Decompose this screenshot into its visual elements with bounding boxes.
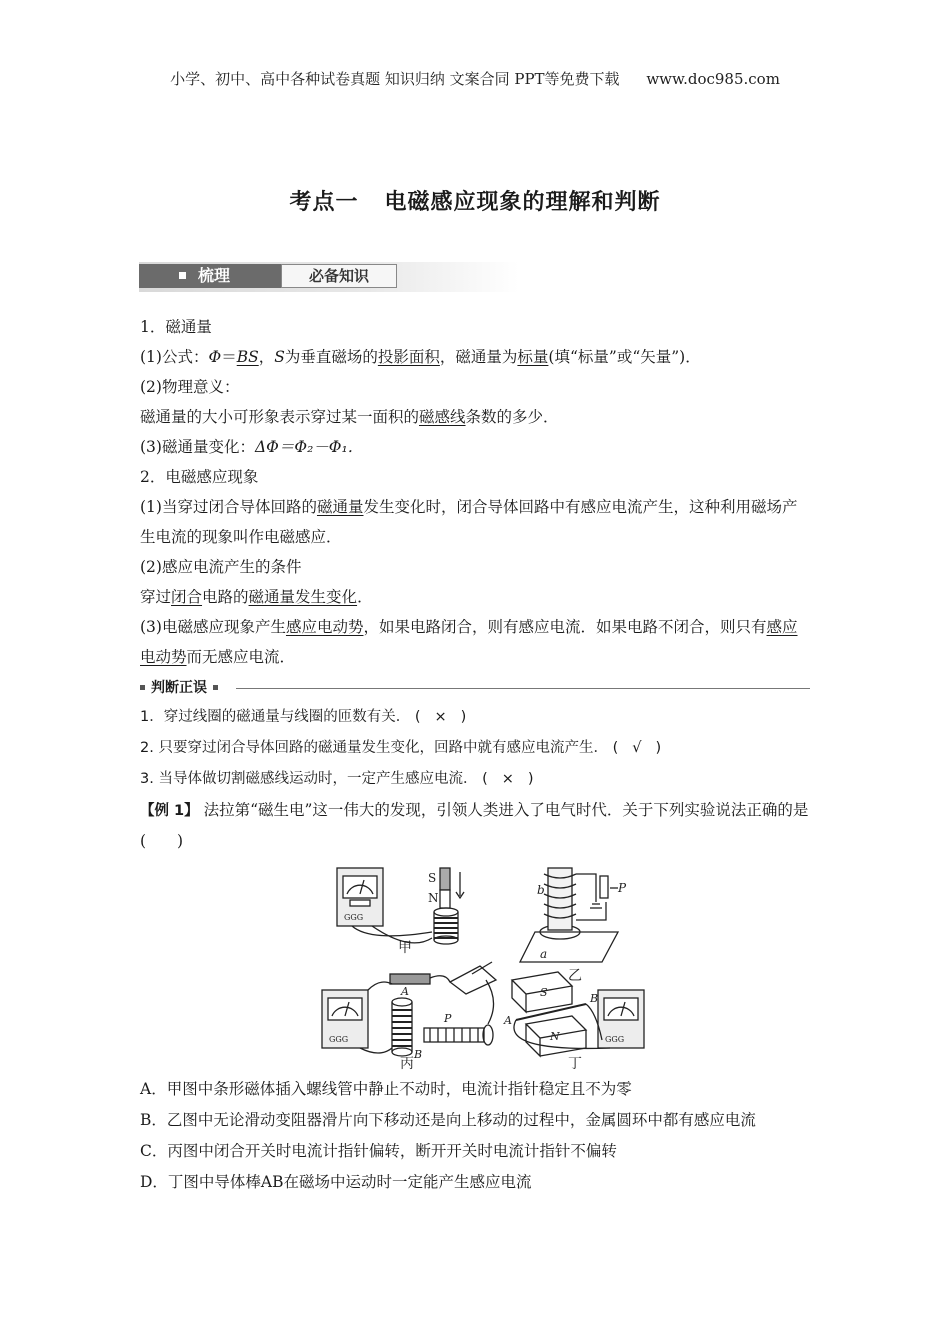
- svg-text:GGG: GGG: [329, 1035, 349, 1044]
- option-b: B．乙图中无论滑动变阻器滑片向下移动还是向上移动的过程中，金属圆环中都有感应电流: [140, 1111, 756, 1129]
- s2-p1: (1)当穿过闭合导体回路的磁通量发生变化时，闭合导体回路中有感应电流产生，这种利用磁场产生电流的现象叫作电磁感应．: [140, 498, 798, 546]
- option-c: C．丙图中闭合开关时电流计指针偏转，断开开关时电流计指针不偏转: [140, 1142, 617, 1160]
- blank-projection: 投影面积: [377, 348, 440, 366]
- banner-dark-label: 梳理: [198, 266, 231, 285]
- judge-mark: ×: [501, 771, 514, 787]
- judge-item: 1．穿过线圈的磁通量与线圈的匝数有关． ( × ): [140, 702, 810, 733]
- svg-text:GGG: GGG: [605, 1035, 625, 1044]
- blank-closed: 闭合: [171, 588, 203, 606]
- judge-list: [140, 702, 810, 795]
- judge-mark: ×: [434, 709, 447, 725]
- blank-bs: BS: [236, 348, 259, 366]
- option-d: D．丁图中导体棒AB在磁场中运动时一定能产生感应电流: [140, 1173, 532, 1191]
- judge-label: 判断正误: [140, 674, 218, 702]
- main-content: [140, 312, 810, 1198]
- options-list: [140, 1074, 810, 1198]
- judge-mark: √: [632, 740, 642, 756]
- banner-light-tab: 必备知识: [281, 264, 397, 288]
- change-formula: ΔΦ＝Φ₂－Φ₁．: [254, 438, 364, 456]
- label-p2: P: [444, 1012, 452, 1025]
- judge-item: 2. 只要穿过闭合导体回路的磁通量发生变化，回路中就有感应电流产生． ( √ ): [140, 733, 810, 764]
- judge-divider: [236, 688, 810, 689]
- label-a: a: [540, 947, 548, 961]
- blank-scalar: 标量: [517, 348, 549, 366]
- blank-lines: 磁感线: [419, 408, 466, 426]
- diagram-bing: [322, 962, 496, 1070]
- experiment-diagrams: [140, 862, 810, 1070]
- square-bullet-icon: [213, 685, 218, 690]
- label-n2: N: [550, 1030, 560, 1043]
- blank-emf2: 感应电动势: [140, 618, 798, 666]
- s2-heading: 2．电磁感应现象: [140, 468, 259, 486]
- example-question: [140, 795, 810, 856]
- diagram-ding: [503, 972, 644, 1070]
- diagram-jia: [337, 868, 464, 956]
- page-title: [0, 185, 950, 216]
- label-s2: S: [540, 986, 548, 999]
- blank-emf1: 感应电动势: [285, 618, 364, 636]
- label-b: b: [537, 883, 545, 897]
- meter-label: GGG: [344, 913, 364, 922]
- s1-meaning-heading: (2)物理意义：: [140, 378, 240, 396]
- header-text: 小学、初中、高中各种试卷真题 知识归纳 文案合同 PPT等免费下载: [170, 70, 620, 88]
- title-part2: 电磁感应现象的理解和判断: [384, 190, 661, 215]
- square-bullet-icon: [179, 272, 186, 279]
- blank-fluxchange: 磁通量发生变化: [248, 588, 358, 606]
- label-ding: 丁: [568, 1056, 582, 1070]
- s1-change: (3)磁通量变化：ΔΦ＝Φ₂－Φ₁．: [140, 438, 364, 456]
- option-a: A．甲图中条形磁体插入螺线管中静止不动时，电流计指针稳定且不为零: [140, 1080, 632, 1098]
- label-bing: 丙: [400, 1056, 414, 1070]
- label-b1: B: [414, 1048, 423, 1061]
- label-a2: A: [504, 1014, 512, 1027]
- s2-p2-heading: (2)感应电流产生的条件: [140, 558, 302, 576]
- s1-meaning: 磁通量的大小可形象表示穿过某一面积的磁感线条数的多少．: [140, 408, 559, 426]
- judge-item: 3. 当导体做切割磁感线运动时，一定产生感应电流． ( × ): [140, 764, 810, 795]
- example-text: 法拉第“磁生电”这一伟大的发现，引领人类进入了电气时代．关于下列实验说法正确的是( ): [140, 801, 809, 850]
- experiment-figure: [140, 862, 810, 1070]
- label-n: N: [428, 891, 439, 905]
- banner-dark-tab: [139, 264, 281, 288]
- diagram-yi: [520, 868, 627, 984]
- label-s: S: [428, 871, 437, 885]
- title-part1: 考点一: [289, 190, 359, 215]
- label-a1: A: [401, 985, 409, 998]
- section-banner: [139, 262, 519, 292]
- s2-p3: (3)电磁感应现象产生感应电动势，如果电路闭合，则有感应电流．如果电路不闭合，则只有感应电动势而无感应电流．: [140, 618, 798, 666]
- square-bullet-icon: [140, 685, 145, 690]
- example-tag: 【例 1】: [140, 803, 199, 819]
- label-b2: B: [590, 992, 599, 1005]
- label-p1: P: [618, 881, 627, 895]
- label-yi: 乙: [568, 968, 582, 984]
- s1-formula: (1)公式：Φ＝BS，S为垂直磁场的投影面积，磁通量为标量(填“标量”或“矢量”)．: [140, 348, 701, 366]
- s2-p2: 穿过闭合电路的磁通量发生变化．: [140, 588, 373, 606]
- page-header: [0, 68, 950, 89]
- s1-heading: 1．磁通量: [140, 318, 212, 336]
- header-site: www.doc985.com: [646, 70, 780, 88]
- blank-flux: 磁通量: [316, 498, 364, 516]
- label-jia: 甲: [398, 940, 412, 956]
- judge-header: [140, 674, 810, 702]
